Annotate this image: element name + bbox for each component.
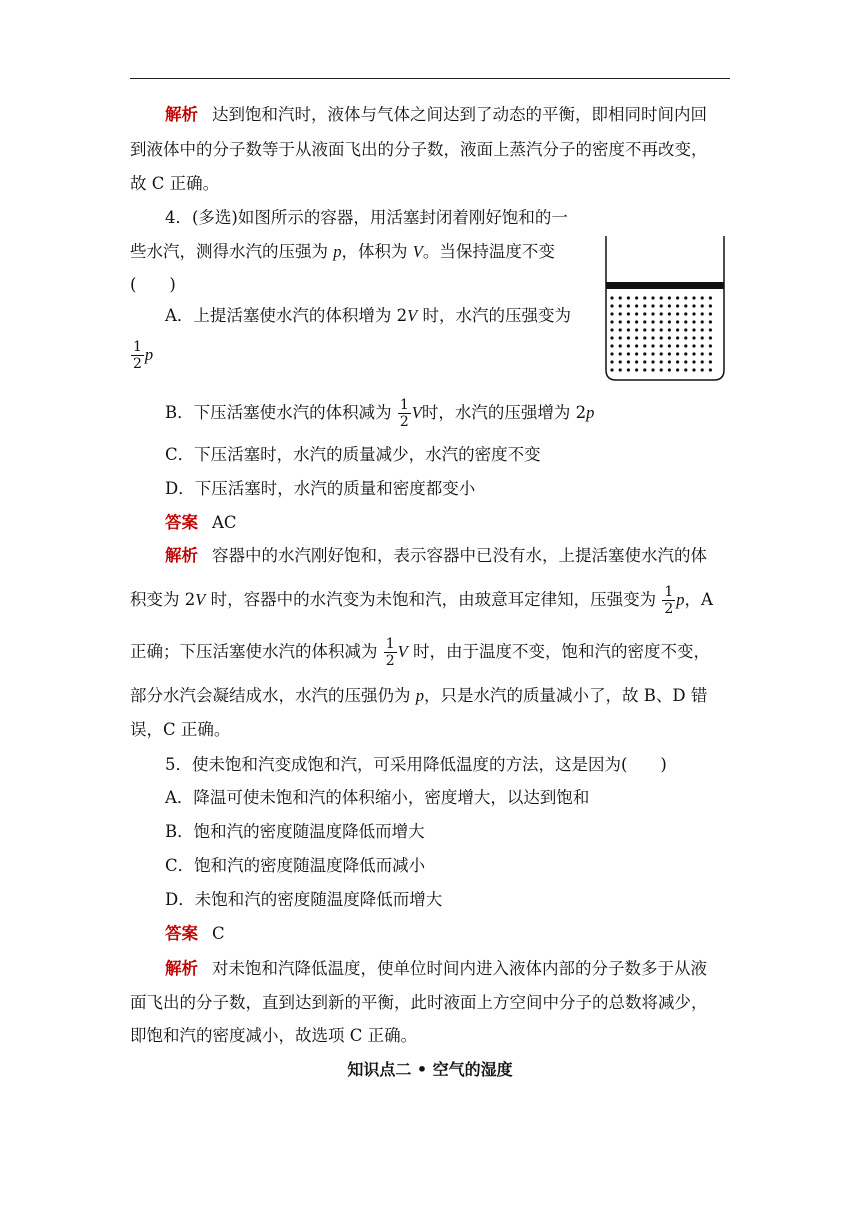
vapor-dot — [701, 336, 704, 339]
vapor-dot — [635, 328, 638, 331]
q5-analysis-line-1 — [165, 958, 707, 980]
vapor-dot — [619, 344, 622, 347]
vapor-dot — [619, 328, 622, 331]
vapor-dots — [610, 296, 712, 371]
vapor-dot — [627, 336, 630, 339]
q5-option-c: C．饱和汽的密度随温度降低而减小 — [165, 856, 426, 875]
vapor-dot — [619, 336, 622, 339]
vapor-dot — [701, 296, 704, 299]
vapor-dot — [701, 304, 704, 307]
vapor-dot — [643, 296, 646, 299]
analysis-tag: 解析 — [165, 959, 198, 978]
frac-num: 1 — [385, 636, 395, 652]
vapor-dot — [701, 320, 704, 323]
vapor-dot — [660, 336, 663, 339]
q5-analysis-line-3: 即饱和汽的密度减小，故选项 C 正确。 — [130, 1026, 418, 1045]
vapor-dot — [651, 320, 654, 323]
text: ，体积为 — [341, 242, 413, 261]
vapor-dot — [692, 360, 695, 363]
text: 达到饱和汽时，液体与气体之间达到了动态的平衡，即相同时间内回 — [212, 105, 707, 124]
vapor-dot — [676, 336, 679, 339]
vapor-dot — [684, 336, 687, 339]
vapor-dot — [610, 312, 613, 315]
vapor-dot — [619, 352, 622, 355]
vapor-dot — [610, 352, 613, 355]
vapor-dot — [627, 296, 630, 299]
vapor-dot — [627, 312, 630, 315]
vapor-dot — [684, 312, 687, 315]
q4-option-d: D．下压活塞时，水汽的质量和密度都变小 — [165, 479, 476, 498]
vapor-dot — [651, 368, 654, 371]
fraction — [398, 398, 411, 429]
q5-stem: 5．使未饱和汽变成饱和汽，可采用降低温度的方法，这是因为( ) — [165, 755, 667, 774]
vapor-dot — [627, 368, 630, 371]
vapor-dot — [701, 312, 704, 315]
vapor-dot — [651, 312, 654, 315]
frac-den: 2 — [385, 653, 395, 669]
vapor-dot — [660, 344, 663, 347]
vapor-dot — [684, 304, 687, 307]
vapor-dot — [660, 312, 663, 315]
answer-tag: 答案 — [165, 924, 198, 943]
text: A．上提活塞使水汽的体积增为 2 — [165, 306, 408, 325]
vapor-dot — [692, 344, 695, 347]
vapor-dot — [627, 320, 630, 323]
vapor-dot — [651, 352, 654, 355]
text: 时，水汽的压强增为 2 — [421, 403, 587, 422]
analysis-tag: 解析 — [165, 546, 198, 565]
vapor-dot — [668, 368, 671, 371]
vapor-dot — [684, 328, 687, 331]
q3-analysis-line-3: 故 C 正确。 — [130, 174, 220, 193]
vapor-dot — [610, 296, 613, 299]
vapor-dot — [668, 296, 671, 299]
vapor-dot — [676, 304, 679, 307]
var-p: p — [586, 403, 595, 422]
vapor-dot — [627, 360, 630, 363]
vapor-dot — [692, 336, 695, 339]
vapor-dot — [684, 368, 687, 371]
vapor-dot — [684, 352, 687, 355]
q4-option-a — [165, 305, 571, 327]
vapor-dot — [668, 320, 671, 323]
vapor-dot — [643, 336, 646, 339]
answer-value: AC — [212, 513, 237, 532]
vapor-dot — [643, 320, 646, 323]
fraction — [662, 585, 675, 616]
vapor-dot — [643, 304, 646, 307]
vapor-dot — [668, 344, 671, 347]
vapor-dot — [660, 320, 663, 323]
vapor-dot — [610, 304, 613, 307]
text: 积变为 2 — [130, 590, 196, 609]
vapor-dot — [643, 368, 646, 371]
vapor-dot — [692, 304, 695, 307]
answer-tag: 答案 — [165, 513, 198, 532]
vapor-dot — [684, 344, 687, 347]
vapor-dot — [684, 360, 687, 363]
frac-den: 2 — [133, 356, 142, 372]
q4-analysis-line-5: 误，C 正确。 — [130, 720, 231, 739]
vapor-dot — [660, 328, 663, 331]
vapor-dot — [660, 296, 663, 299]
vapor-dot — [701, 328, 704, 331]
text: 正确；下压活塞使水汽的体积减为 — [130, 642, 383, 661]
vapor-dot — [701, 352, 704, 355]
q4-option-b — [165, 398, 594, 429]
vapor-dot — [676, 312, 679, 315]
vapor-dot — [610, 328, 613, 331]
vapor-dot — [619, 296, 622, 299]
vapor-dot — [701, 368, 704, 371]
vapor-dot — [701, 360, 704, 363]
section-title: 知识点二 • 空气的湿度 — [347, 1060, 513, 1079]
vapor-dot — [643, 360, 646, 363]
q4-option-c: C．下压活塞时，水汽的质量减少，水汽的密度不变 — [165, 445, 541, 464]
q5-answer — [165, 923, 225, 945]
vapor-dot — [651, 328, 654, 331]
vapor-dot — [684, 320, 687, 323]
vapor-dot — [676, 352, 679, 355]
text: 容器中的水汽刚好饱和，表示容器中已没有水，上提活塞使水汽的体 — [212, 546, 707, 565]
vapor-dot — [635, 320, 638, 323]
vapor-dot — [627, 328, 630, 331]
answer-value: C — [212, 924, 225, 943]
var-p: p — [415, 686, 424, 705]
q5-option-b: B．饱和汽的密度随温度降低而增大 — [165, 822, 425, 841]
text: 时，容器中的水汽变为未饱和汽，由玻意耳定律知，压强变为 — [205, 590, 662, 609]
header-rule — [130, 78, 730, 79]
vapor-dot — [684, 296, 687, 299]
vapor-dot — [619, 312, 622, 315]
var-p: p — [676, 590, 685, 609]
vapor-dot — [643, 328, 646, 331]
vapor-dot — [668, 312, 671, 315]
piston — [606, 282, 724, 289]
var-v: V — [407, 306, 418, 325]
q4-option-a-fraction — [130, 340, 153, 371]
q5-option-a: A．降温可使未饱和汽的体积缩小，密度增大，以达到饱和 — [165, 788, 590, 807]
q4-paren: ( ) — [130, 275, 176, 294]
vapor-dot — [660, 368, 663, 371]
q5-option-d: D．未饱和汽的密度随温度降低而增大 — [165, 890, 443, 909]
text: ，只是水汽的质量减小了，故 B、D 错 — [424, 686, 708, 705]
var-v: V — [411, 403, 422, 422]
vapor-dot — [668, 336, 671, 339]
q4-analysis-line-3 — [130, 637, 710, 668]
vapor-dot — [709, 296, 712, 299]
vapor-dot — [635, 352, 638, 355]
q4-analysis-line-2 — [130, 585, 713, 616]
vapor-dot — [668, 352, 671, 355]
vapor-dot — [660, 360, 663, 363]
text: 时，水汽的压强变为 — [417, 306, 572, 325]
vapor-dot — [660, 304, 663, 307]
vapor-dot — [627, 304, 630, 307]
vapor-dot — [627, 344, 630, 347]
vapor-dot — [619, 368, 622, 371]
vapor-dot — [709, 328, 712, 331]
q5-analysis-line-2: 面飞出的分子数，直到达到新的平衡，此时液面上方空间中分子的总数将减少， — [130, 993, 708, 1012]
text: 时，由于温度不变，饱和汽的密度不变， — [407, 642, 711, 661]
q4-stem-line-1: 4．(多选)如图所示的容器，用活塞封闭着刚好饱和的一 — [165, 208, 568, 227]
vapor-dot — [709, 368, 712, 371]
vapor-dot — [692, 320, 695, 323]
vapor-dot — [709, 344, 712, 347]
vapor-dot — [610, 336, 613, 339]
vapor-dot — [643, 352, 646, 355]
fraction — [131, 340, 144, 371]
vapor-dot — [635, 296, 638, 299]
vapor-dot — [660, 352, 663, 355]
q3-analysis-line-2: 到液体中的分子数等于从液面飞出的分子数，液面上蒸汽分子的密度不再改变， — [130, 140, 708, 159]
vapor-dot — [676, 320, 679, 323]
vapor-dot — [709, 352, 712, 355]
var-v: V — [397, 642, 408, 661]
vapor-dot — [610, 344, 613, 347]
q4-answer — [165, 512, 237, 534]
vapor-dot — [635, 336, 638, 339]
vapor-dot — [692, 352, 695, 355]
vapor-dot — [676, 368, 679, 371]
fraction — [384, 637, 397, 668]
vapor-dot — [610, 320, 613, 323]
vapor-dot — [668, 304, 671, 307]
vapor-dot — [676, 344, 679, 347]
frac-den: 2 — [399, 414, 409, 430]
q4-analysis-line-4 — [130, 685, 707, 707]
text: 对未饱和汽降低温度，使单位时间内进入液体内部的分子数多于从液 — [212, 959, 707, 978]
vapor-dot — [692, 296, 695, 299]
vapor-dot — [692, 312, 695, 315]
var-v: V — [195, 590, 206, 609]
vapor-dot — [709, 320, 712, 323]
vapor-dot — [627, 352, 630, 355]
text: B．下压活塞使水汽的体积减为 — [165, 403, 397, 422]
var-v: V — [412, 242, 423, 261]
vapor-dot — [643, 312, 646, 315]
frac-num: 1 — [399, 397, 409, 413]
vapor-dot — [668, 328, 671, 331]
vapor-dot — [619, 360, 622, 363]
container-piston-diagram-icon — [600, 236, 730, 382]
q4-analysis-line-1 — [165, 545, 707, 567]
frac-num: 1 — [664, 584, 674, 600]
vapor-dot — [635, 368, 638, 371]
var-p: p — [333, 242, 342, 261]
vapor-dot — [668, 360, 671, 363]
vapor-dot — [643, 344, 646, 347]
frac-den: 2 — [664, 601, 674, 617]
text: ，A — [684, 590, 713, 609]
vapor-dot — [651, 296, 654, 299]
text: 部分水汽会凝结成水，水汽的压强仍为 — [130, 686, 416, 705]
vapor-dot — [635, 344, 638, 347]
vapor-dot — [610, 360, 613, 363]
vapor-dot — [709, 312, 712, 315]
vapor-dot — [651, 344, 654, 347]
vapor-dot — [676, 328, 679, 331]
vapor-dot — [709, 336, 712, 339]
vapor-dot — [676, 296, 679, 299]
vapor-dot — [619, 320, 622, 323]
vapor-dot — [692, 328, 695, 331]
vapor-dot — [651, 360, 654, 363]
vapor-dot — [676, 360, 679, 363]
text: 。当保持温度不变 — [422, 242, 555, 261]
q4-stem-line-2 — [130, 241, 555, 263]
vapor-dot — [692, 368, 695, 371]
vapor-dot — [651, 336, 654, 339]
vapor-dot — [635, 304, 638, 307]
q3-analysis-line-1 — [165, 104, 707, 126]
vapor-dot — [709, 304, 712, 307]
vapor-dot — [709, 360, 712, 363]
vapor-dot — [701, 344, 704, 347]
var-p: p — [144, 345, 154, 364]
frac-num: 1 — [133, 339, 142, 355]
vapor-dot — [619, 304, 622, 307]
text: 些水汽，测得水汽的压强为 — [130, 242, 334, 261]
vapor-dot — [635, 312, 638, 315]
vapor-dot — [635, 360, 638, 363]
vapor-dot — [651, 304, 654, 307]
vapor-dot — [610, 368, 613, 371]
analysis-tag: 解析 — [165, 105, 198, 124]
